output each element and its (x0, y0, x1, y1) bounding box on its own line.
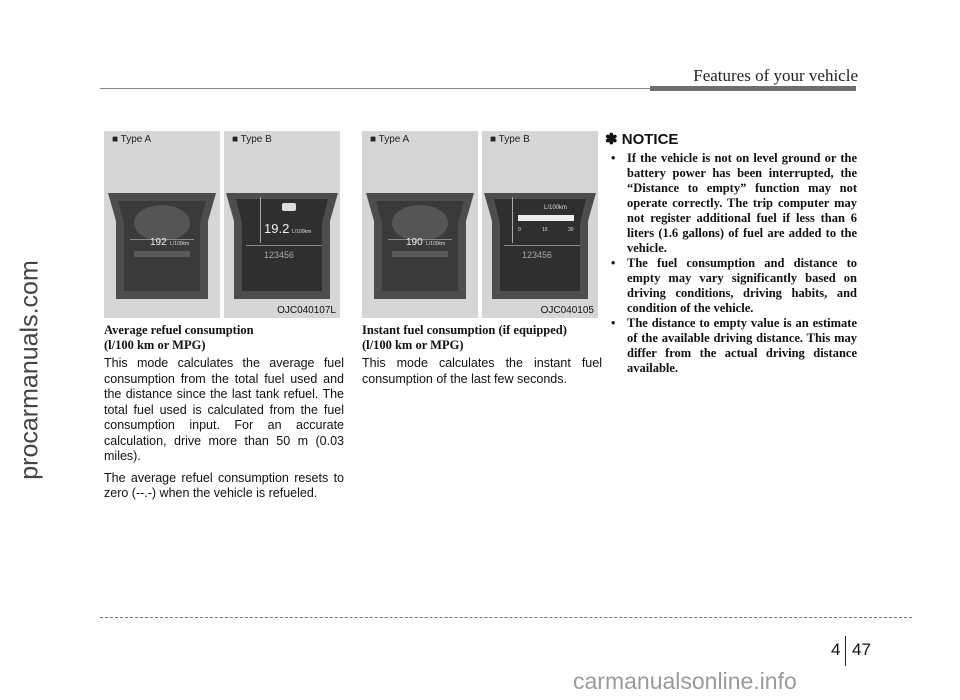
caption-line: (l/100 km or MPG) (362, 338, 464, 352)
type-a-label: ■ Type A (370, 134, 410, 145)
figure-code: OJC040105 (540, 305, 594, 316)
caption-line: (l/100 km or MPG) (104, 338, 206, 352)
type-a-label: ■ Type A (112, 134, 152, 145)
fuel-bar (518, 215, 574, 221)
scale-tick: 10 (542, 227, 548, 233)
instant-consumption-section (362, 323, 602, 387)
cluster-type-a-panel (104, 131, 220, 318)
body-paragraph: This mode calculates the average fuel consumption from the total fuel used and the distance since the last tank refuel. The total fuel used is calculated from the fuel consumption input. For an accurate calculation, drive more than 50 m (0.03 miles). (104, 356, 344, 463)
chapter-number: 4 (831, 640, 841, 659)
cluster-type-a-graphic (362, 131, 478, 318)
figure-instant-consumption (362, 131, 598, 318)
notice-item: • If the vehicle is not on level ground or the battery power has been interrupted, the “Distance to empty” function may not operate correctly. The trip computer may not register additional fuel if less than 6 liters (1.6 gallons) of fuel are added to the vehicle. (605, 151, 857, 256)
page-number: 47 (852, 640, 871, 659)
average-consumption-section (104, 323, 344, 502)
cluster-a-value: 192 (150, 237, 167, 248)
type-b-label: ■ Type B (232, 134, 272, 145)
header-bar (650, 86, 856, 91)
scale-tick: 0 (518, 227, 521, 233)
caption-line: Instant fuel consumption (if equipped) (362, 323, 567, 337)
cluster-a-value: 190 (406, 237, 423, 248)
watermark-side: procarmanuals.com (15, 260, 44, 480)
cluster-b-value: 19.2 (264, 221, 290, 236)
cluster-type-b-panel (224, 131, 340, 318)
cluster-b-odometer: 123456 (264, 250, 295, 260)
cluster-a-unit: L/100km (170, 241, 190, 247)
cluster-b-unit: L/100km (292, 229, 312, 235)
scale-tick: 30 (568, 227, 574, 233)
cluster-type-a-graphic (104, 131, 220, 318)
cluster-type-b-graphic (482, 131, 598, 318)
notice-item: • The distance to empty value is an estimate of the available driving distance. This may differ from the actual driving distance available. (605, 316, 857, 376)
header-rule (100, 88, 650, 89)
section-title: Features of your vehicle (693, 66, 858, 85)
cluster-b-unit: L/100km (544, 205, 568, 211)
cluster-type-a-panel (362, 131, 478, 318)
cluster-b-odometer: 123456 (522, 250, 553, 260)
body-paragraph: The average refuel consumption resets to zero (--.-) when the vehicle is refueled. (104, 470, 344, 500)
body-paragraph: This mode calculates the instant fuel consumption of the last few seconds. (362, 356, 602, 386)
type-b-label: ■ Type B (490, 134, 530, 145)
notice-list (605, 151, 857, 376)
page-separator (845, 636, 846, 666)
footer-rule (100, 617, 912, 618)
cluster-type-b-panel (482, 131, 598, 318)
caption-line: Average refuel consumption (104, 323, 254, 337)
watermark-bottom: carmanualsonline.info (573, 668, 797, 694)
figure-code: OJC040107L (277, 305, 336, 316)
figure-average-consumption (104, 131, 340, 318)
cluster-a-unit: L/100km (426, 241, 446, 247)
notice-item: • The fuel consumption and distance to empty may vary significantly based on driving conditions, driving habits, and condition of the vehicle. (605, 256, 857, 316)
cluster-type-b-graphic (224, 131, 340, 318)
notice-box (605, 130, 857, 376)
notice-title: ✽ NOTICE (605, 131, 679, 148)
